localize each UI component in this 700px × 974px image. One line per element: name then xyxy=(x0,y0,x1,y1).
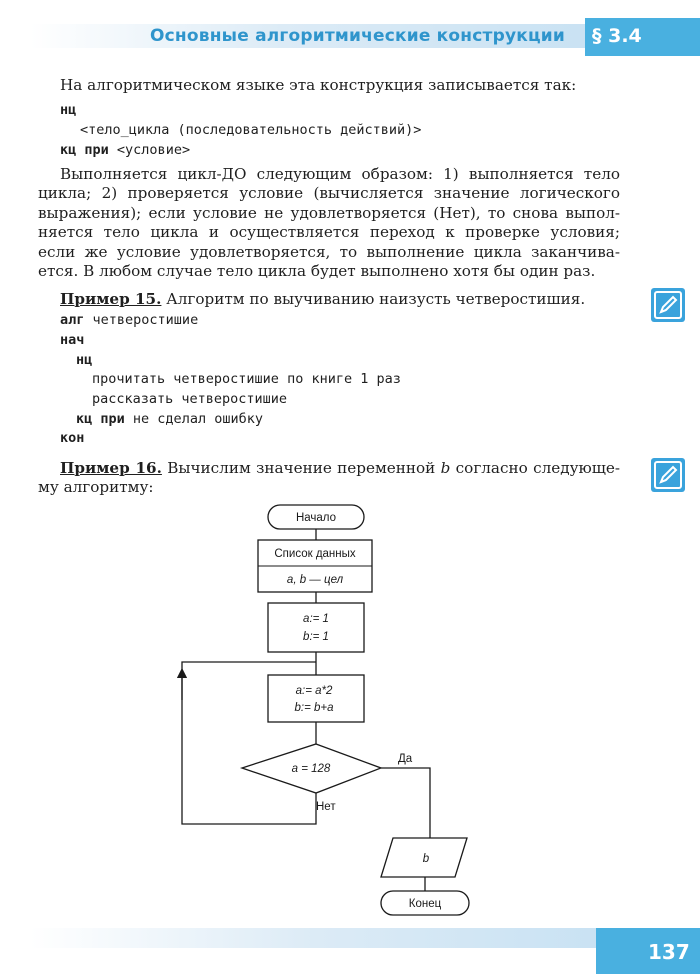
condition-label: a = 128 xyxy=(291,763,331,775)
example-16-var: b xyxy=(440,459,451,477)
data-header-label: Список данных xyxy=(274,548,356,560)
syntax-line-2: <тело_цикла (последовательность действий)> xyxy=(80,122,422,138)
condition-placeholder: <условие> xyxy=(116,142,191,158)
explanation-line-5: если же условие удовлетворяется, то выполнение цикла заканчива- xyxy=(38,243,620,261)
explanation-line-4: няется тело цикла и осуществляется переход к проверке условия; xyxy=(38,223,620,241)
chapter-title: Основные алгоритмические конструкции xyxy=(150,26,565,46)
example-16-text-a: Вычислим значение переменной xyxy=(161,459,441,477)
example-16-line-2: му алгоритму: xyxy=(38,478,154,496)
start-label: Начало xyxy=(295,512,337,524)
intro-text: На алгоритмическом языке эта конструкция записывается так: xyxy=(60,76,577,94)
explanation-line-6: ется. В любом случае тело цикла будет выполнено хотя бы один раз. xyxy=(38,262,596,280)
keyword-nc-loop: нц xyxy=(76,352,93,368)
page-number: 137 xyxy=(648,940,690,964)
keyword-kon: кон xyxy=(60,430,85,446)
explanation-line-2: цикла; 2) проверяется условие (вычисляется значение логического xyxy=(38,184,620,202)
init-a-label: a:= 1 xyxy=(303,613,329,625)
section-number: § 3.4 xyxy=(592,25,642,47)
keyword-nc: нц xyxy=(60,102,77,118)
example-16-text-b: согласно следующе- xyxy=(450,459,620,477)
keyword-alg: алг xyxy=(60,312,85,328)
output-label: b xyxy=(422,853,430,865)
init-b-label: b:= 1 xyxy=(303,631,329,643)
no-label: Нет xyxy=(316,801,336,813)
until-condition: не сделал ошибку xyxy=(132,411,263,427)
explanation-line-3: выражения); если условие не удовлетворяется (Нет), то снова выпол- xyxy=(38,204,620,222)
body-b-label: b:= b+a xyxy=(294,702,334,714)
keyword-kc-pri-loop: кц при xyxy=(76,411,125,427)
explanation-line-1: Выполняется цикл-ДО следующим образом: 1) выполняется тело xyxy=(60,165,620,183)
code-step-2: рассказать четверостишие xyxy=(92,391,288,407)
body-block xyxy=(268,675,364,722)
init-block xyxy=(268,603,364,652)
body-a-label: a:= a*2 xyxy=(295,685,333,697)
code-step-1: прочитать четверостишие по книге 1 раз xyxy=(92,371,401,387)
yes-label: Да xyxy=(398,753,413,765)
example-15-label: Пример 15. xyxy=(60,290,162,308)
example-15-text: Алгоритм по выучиванию наизусть четверостишия. xyxy=(161,290,586,308)
end-label: Конец xyxy=(408,898,442,910)
connector-yes xyxy=(381,768,430,838)
example-16-label: Пример 16. xyxy=(60,459,162,477)
footer-band xyxy=(30,928,600,948)
alg-name: четверостишие xyxy=(92,312,199,328)
keyword-kc-pri: кц при xyxy=(60,142,109,158)
data-vars-label: a, b — цел xyxy=(286,574,344,586)
keyword-nach: нач xyxy=(60,332,85,348)
